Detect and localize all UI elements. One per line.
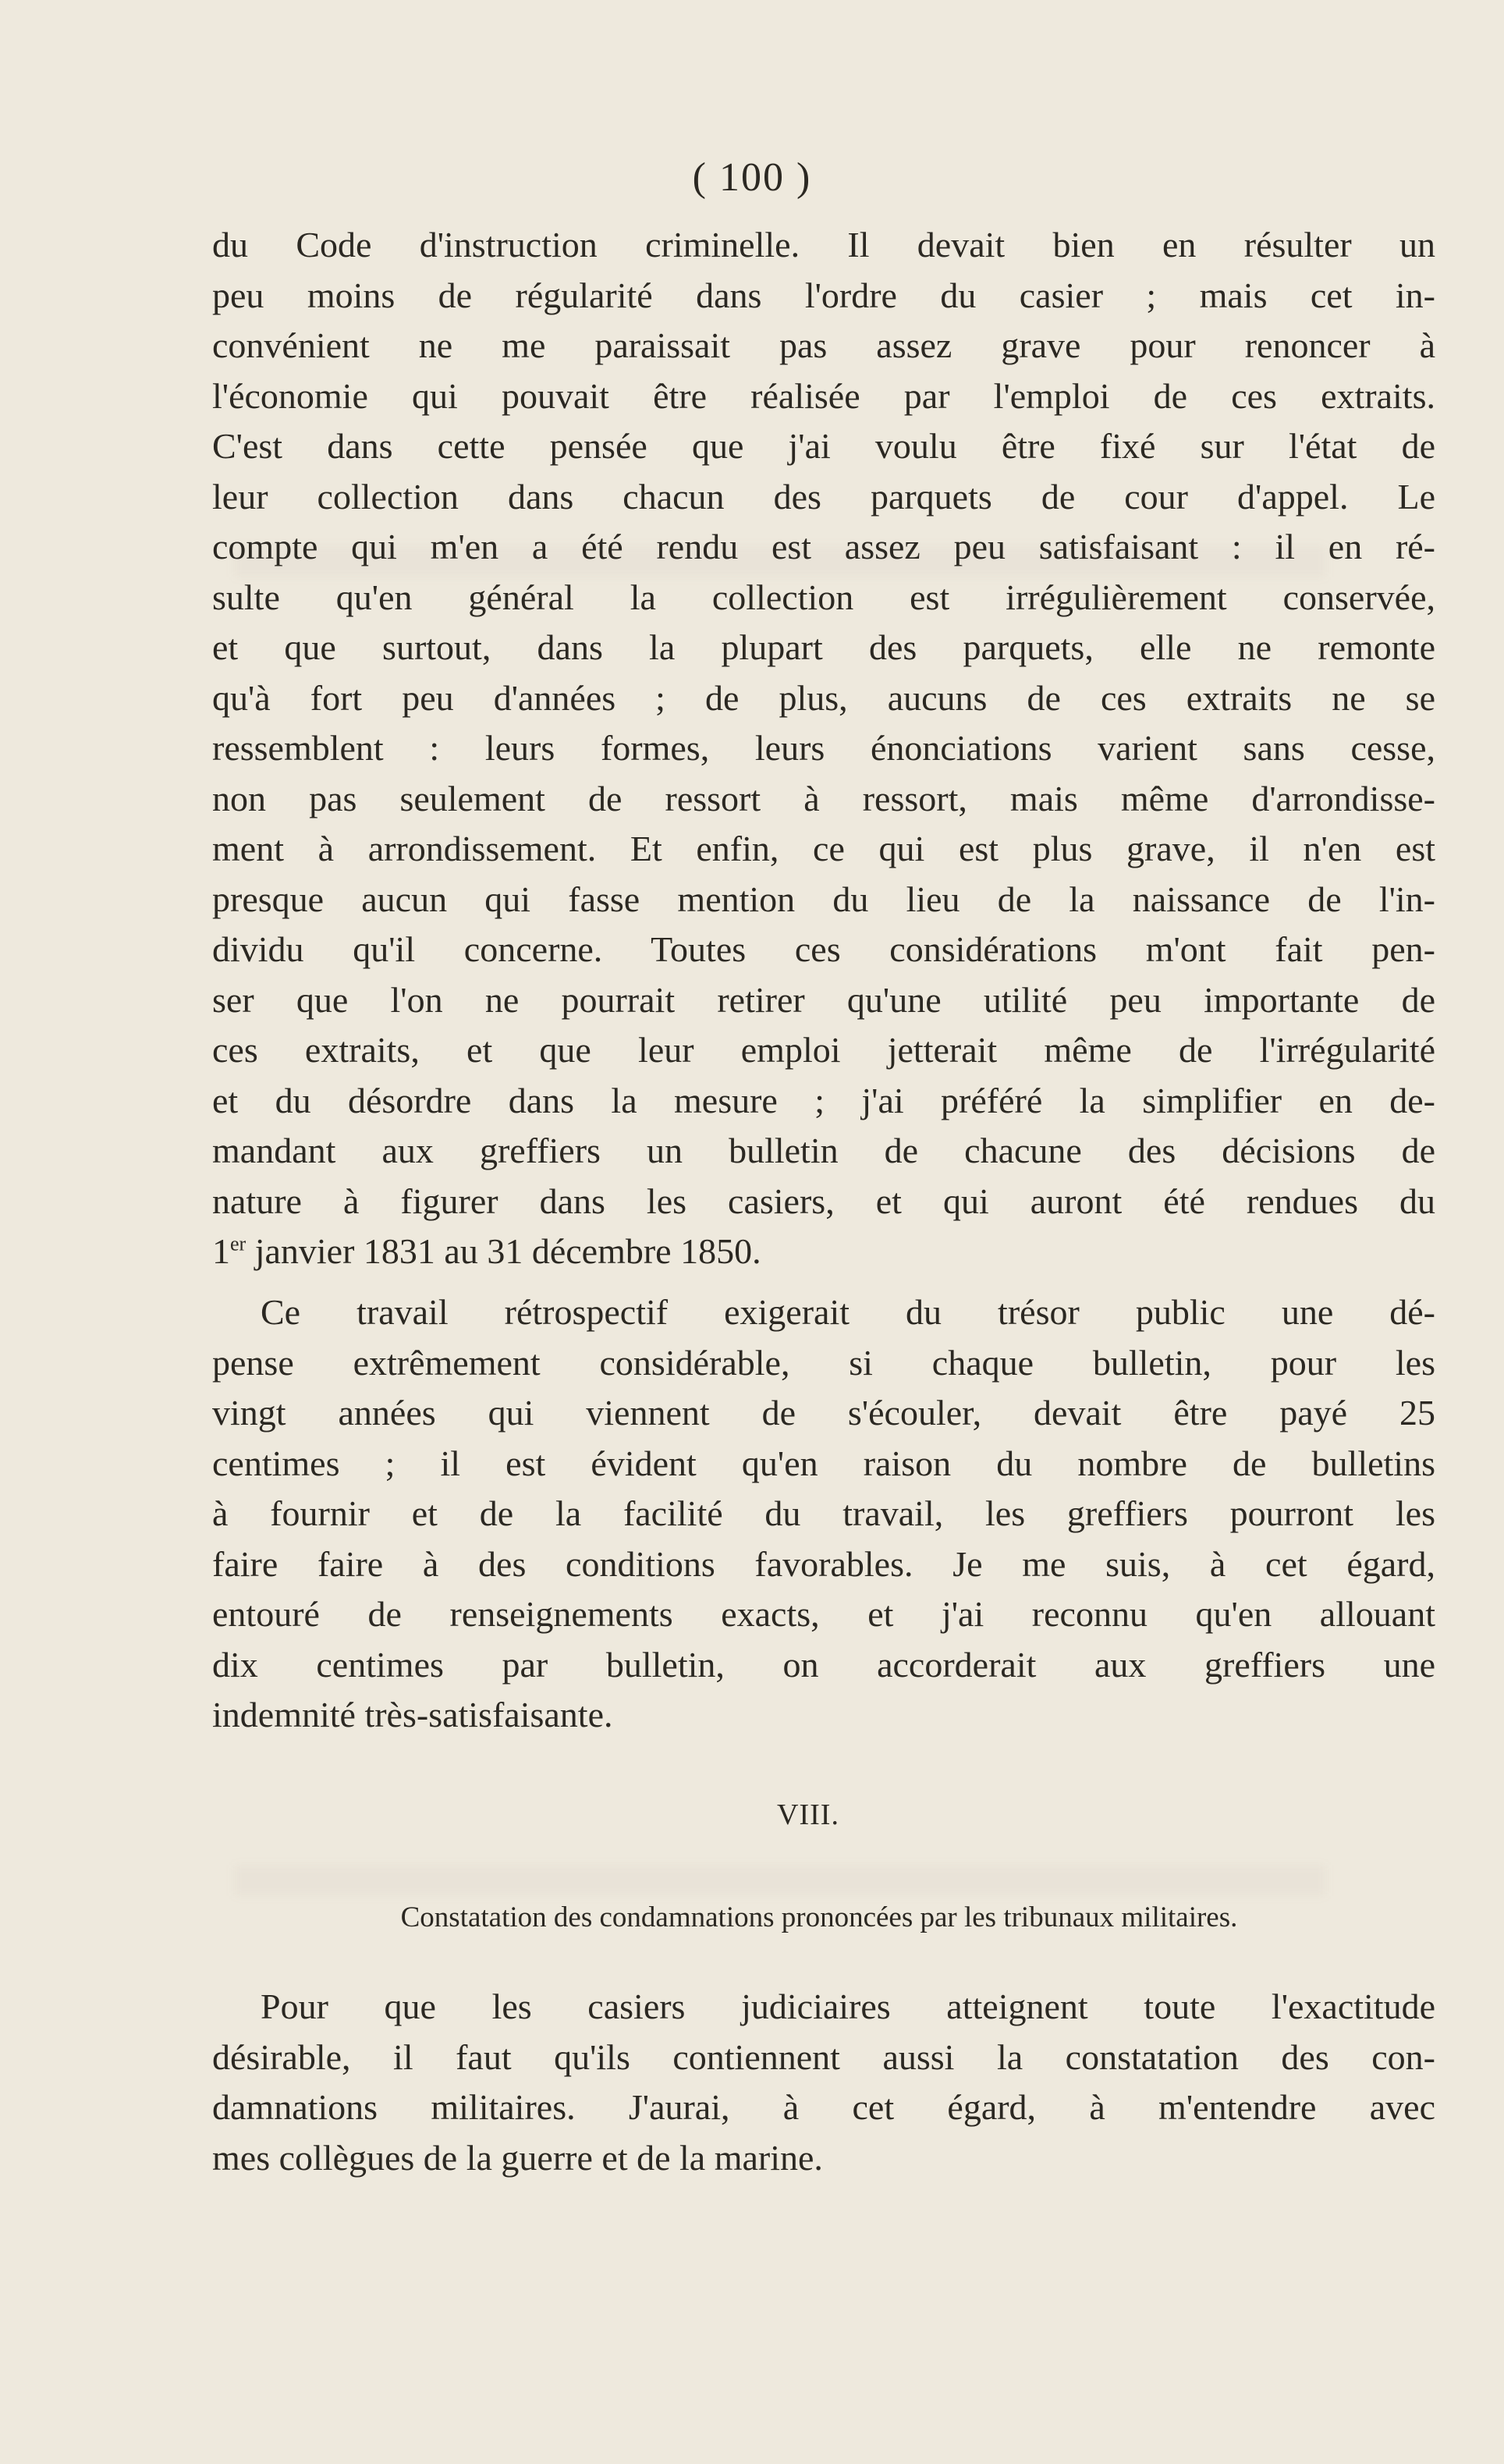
text-line: et du désordre dans la mesure ; j'ai préféré la simplifier en de- bbox=[212, 1080, 1435, 1120]
text-line: ser que l'on ne pourrait retirer qu'une utilité peu importante de bbox=[212, 979, 1435, 1020]
text-line: non pas seulement de ressort à ressort, mais même d'arrondisse- bbox=[212, 778, 1435, 818]
paragraph-1 bbox=[212, 220, 1435, 1277]
text-line: dividu qu'il concerne. Toutes ces considérations m'ont fait pen- bbox=[212, 929, 1435, 969]
text-line: leur collection dans chacun des parquets de cour d'appel. Le bbox=[212, 476, 1435, 517]
text-line: pense extrêmement considérable, si chaque bulletin, pour les bbox=[212, 1342, 1435, 1383]
text-line: ressemblent : leurs formes, leurs énonciations varient sans cesse, bbox=[212, 728, 1435, 768]
text-line: damnations militaires. J'aurai, à cet égard, à m'entendre avec bbox=[212, 2087, 1435, 2127]
text-line: sulte qu'en général la collection est irrégulièrement conservée, bbox=[212, 577, 1435, 617]
text-line: dix centimes par bulletin, on accorderait aux greffiers une bbox=[212, 1644, 1435, 1685]
text-fragment: 1 bbox=[212, 1231, 230, 1271]
text-line: peu moins de régularité dans l'ordre du casier ; mais cet in- bbox=[212, 275, 1435, 315]
text-line: nature à figurer dans les casiers, et qui auront été rendues du bbox=[212, 1181, 1435, 1221]
text-line: mes collègues de la guerre et de la marine. bbox=[212, 2137, 823, 2178]
text-line: désirable, il faut qu'ils contiennent aussi la constatation des con- bbox=[212, 2036, 1435, 2077]
text-line: indemnité très-satisfaisante. bbox=[212, 1695, 613, 1734]
text-line: ment à arrondissement. Et enfin, ce qui est plus grave, il n'en est bbox=[212, 829, 1435, 868]
text-line: Ce travail rétrospectif exigerait du trésor public une dé- bbox=[261, 1292, 1435, 1332]
text-line: convénient ne me paraissait pas assez grave pour renoncer à bbox=[212, 325, 1435, 365]
text-fragment: janvier 1831 au 31 décembre 1850. bbox=[246, 1231, 761, 1271]
text-line bbox=[212, 1227, 1435, 1277]
bleed-through-shadow bbox=[234, 1865, 1326, 1896]
paragraph-2 bbox=[212, 1287, 1435, 1741]
text-line: l'économie qui pouvait être réalisée par l'emploi de ces extraits. bbox=[212, 375, 1435, 416]
text-line: à fournir et de la facilité du travail, les greffiers pourront les bbox=[212, 1493, 1435, 1533]
paragraph-3 bbox=[212, 1982, 1435, 2183]
text-line: du Code d'instruction criminelle. Il devait bien en résulter un bbox=[212, 225, 1435, 265]
text-line: et que surtout, dans la plupart des parquets, elle ne remonte bbox=[212, 627, 1435, 667]
text-line: compte qui m'en a été rendu est assez peu satisfaisant : il en ré- bbox=[212, 527, 1435, 566]
page-number: ( 100 ) bbox=[692, 155, 812, 200]
section-title: Constatation des condamnations prononcées par les tribunaux militaires. bbox=[400, 1901, 1238, 1933]
text-line: qu'à fort peu d'années ; de plus, aucuns de ces extraits ne se bbox=[212, 677, 1435, 718]
text-line: C'est dans cette pensée que j'ai voulu être fixé sur l'état de bbox=[212, 426, 1435, 466]
text-line: mandant aux greffiers un bulletin de chacune des décisions de bbox=[212, 1131, 1435, 1170]
section-number: VIII. bbox=[777, 1798, 839, 1831]
text-line: faire faire à des conditions favorables. Je me suis, à cet égard, bbox=[212, 1543, 1435, 1584]
text-line: entouré de renseignements exacts, et j'ai reconnu qu'en allouant bbox=[212, 1594, 1435, 1634]
text-line: ces extraits, et que leur emploi jetterait même de l'irrégularité bbox=[212, 1030, 1435, 1070]
ordinal-superscript: er bbox=[230, 1232, 247, 1255]
text-line: presque aucun qui fasse mention du lieu de la naissance de l'in- bbox=[212, 879, 1435, 919]
text-line: centimes ; il est évident qu'en raison du nombre de bulletins bbox=[212, 1443, 1435, 1483]
text-line: Pour que les casiers judiciaires atteignent toute l'exactitude bbox=[261, 1986, 1435, 2026]
text-line: vingt années qui viennent de s'écouler, devait être payé 25 bbox=[212, 1393, 1435, 1433]
